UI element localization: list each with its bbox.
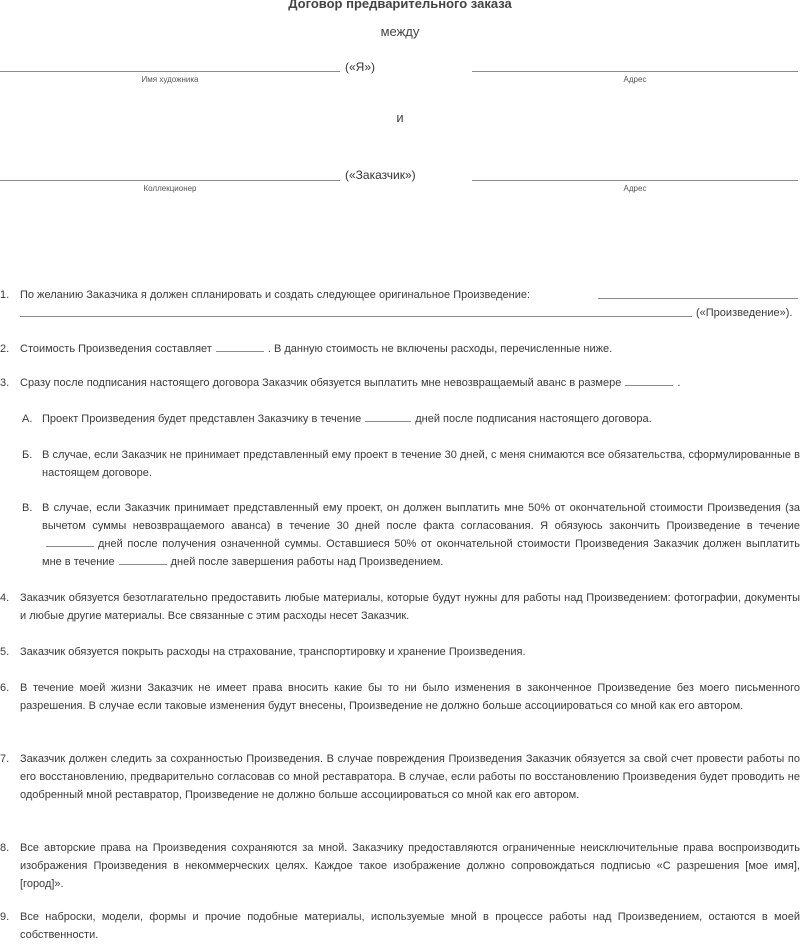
clause-text-part: Сразу после подписания настоящего договора Заказчик обязуется выплатить мне невозвращаемый аванс в размере <box>20 377 622 389</box>
clause-text: Заказчик обязуется безотлагательно предоставить любые материалы, которые будут нужны для работы над Произведением: фотографии, документы и любые другие материалы. Все связанные с этим расходы несет Заказчик. <box>20 592 800 622</box>
final-payment-days-blank[interactable] <box>119 554 167 565</box>
clause-number: 7. <box>0 753 10 765</box>
clause-text: Заказчик должен следить за сохранностью Произведения. В случае повреждения Произведения Заказчик обязуется за свой счет провести работы по его восстановлению, предварительно согласовав со мной реставратора. В случае, если работы по восстановлению Произведения будет проводить не одобренный мной реставратор, Произведение не должно больше ассоциироваться со мной как его автором. <box>20 753 800 801</box>
clause-text: Все авторские права на Произведения сохраняются за мной. Заказчику предоставляются ограниченные неисключительные права воспроизводить изображения Произведения в некоммерческих целях. Каждое такое изображение должно сопровождаться подписью «С разрешения [мое имя], [город]». <box>20 842 800 890</box>
artist-address-caption: Адрес <box>623 75 647 84</box>
draft-days-blank[interactable] <box>365 411 411 422</box>
artwork-description-line-1[interactable] <box>598 298 798 299</box>
clause-1-end <box>0 304 800 322</box>
clause-number: 6. <box>0 682 10 694</box>
clause-5 <box>0 643 800 661</box>
clause-text-part: дней после завершения работы над Произведением. <box>170 556 444 568</box>
clause-number: Б. <box>22 449 33 461</box>
clause-number: 3. <box>0 377 10 389</box>
between-label: между <box>380 24 420 39</box>
clause-text-part: В случае, если Заказчик принимает представленный ему проект, он должен выплатить мне 50% от окончательной стоимости Произведения (за вычетом суммы невозвращаемого аванса) в течение 30 дней после факта согласования. Я обязуюсь закончить Произведение в течение <box>42 502 800 532</box>
clause-text: Все наброски, модели, формы и прочие подобные материалы, используемые мной в процессе работы над Произведением, остаются в моей собственности. <box>20 911 800 941</box>
clause-3 <box>0 374 800 392</box>
document-title: Договор предварительного заказа <box>288 0 512 11</box>
clause-text <box>20 374 800 392</box>
clause-6 <box>0 679 800 733</box>
clause-text <box>20 286 800 304</box>
clause-text: Заказчик обязуется покрыть расходы на страхование, транспортировку и хранение Произведения. <box>20 646 526 658</box>
clause-number: 8. <box>0 842 10 854</box>
clause-9 <box>0 908 800 944</box>
advance-blank[interactable] <box>625 375 673 386</box>
and-label: и <box>396 110 404 125</box>
clause-number: А. <box>22 413 33 425</box>
clause-text-part: («Произведение»). <box>696 307 793 319</box>
clause-number: 1. <box>0 289 10 301</box>
clause-number: 9. <box>0 911 10 923</box>
price-blank[interactable] <box>216 341 264 352</box>
clause-4 <box>0 589 800 625</box>
clause-text-part: Стоимость Произведения составляет <box>20 343 212 355</box>
clause-v <box>0 499 800 571</box>
clause-number: 5. <box>0 646 10 658</box>
collector-name-line[interactable] <box>0 180 340 181</box>
clause-7 <box>0 750 800 822</box>
artist-name-line[interactable] <box>0 71 340 72</box>
clause-text-part: дней после получения означенной суммы. Оставшиеся 50% от окончательной стоимости Произведения Заказчик должен выплатить мне в течение <box>42 538 800 568</box>
clause-number: В. <box>22 502 33 514</box>
clause-text-part: Проект Произведения будет представлен Заказчику в течение <box>42 413 362 425</box>
clause-text-part: По желанию Заказчика я должен спланировать и создать следующее оригинальное Произведение: <box>20 289 531 301</box>
artist-name-caption: Имя художника <box>141 75 199 84</box>
clause-text: В течение моей жизни Заказчик не имеет права вносить какие бы то ни было изменения в законченное Произведение без моего письменного разрешения. В случае если таковые изменения будут внесены, Произведение не должно больше ассоциироваться со мной как его автором. <box>20 682 800 712</box>
clause-2 <box>0 340 800 358</box>
collector-address-line[interactable] <box>472 180 798 181</box>
clause-number: 2. <box>0 343 10 355</box>
completion-days-blank[interactable] <box>46 536 94 547</box>
collector-name-caption: Коллекционер <box>143 184 197 193</box>
clause-8 <box>0 839 800 893</box>
clause-text-part: . В данную стоимость не включены расходы, перечисленные ниже. <box>267 343 613 355</box>
clause-text <box>20 340 800 358</box>
collector-address-caption: Адрес <box>623 184 647 193</box>
clause-text <box>42 499 800 571</box>
clause-text-part: дней после подписания настоящего договора. <box>415 413 652 425</box>
clause-text: В случае, если Заказчик не принимает представленный ему проект в течение 30 дней, с меня снимаются все обязательства, сформулированные в настоящем договоре. <box>42 449 800 479</box>
collector-party-label: («Заказчик») <box>345 168 416 182</box>
clause-a <box>0 410 800 428</box>
artist-party-label: («Я») <box>345 60 376 74</box>
clause-text <box>42 410 800 428</box>
clause-text-part: . <box>677 377 681 389</box>
clause-number: 4. <box>0 592 10 604</box>
artist-address-line[interactable] <box>472 71 798 72</box>
clause-b <box>0 446 800 482</box>
